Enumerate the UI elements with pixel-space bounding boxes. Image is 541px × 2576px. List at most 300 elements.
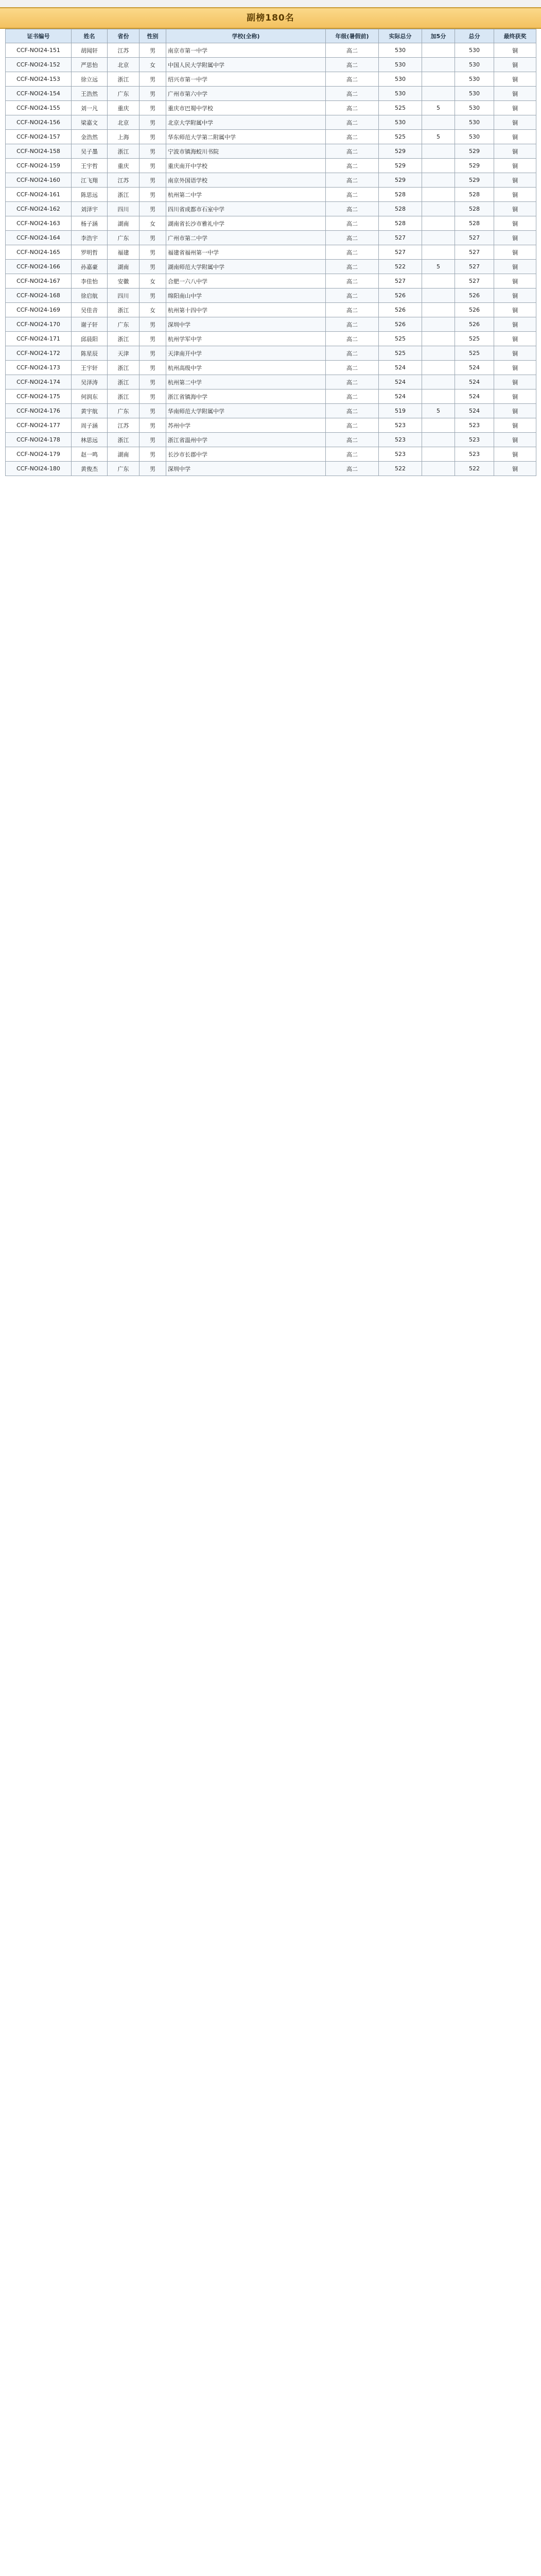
table-cell: 浙江	[108, 433, 139, 447]
table-cell: 严思怡	[72, 58, 108, 72]
table-cell: 529	[455, 173, 494, 188]
table-cell: 530	[455, 87, 494, 101]
table-cell: 525	[379, 346, 422, 361]
table-row	[6, 130, 536, 144]
table-cell: 江苏	[108, 418, 139, 433]
table-cell: 高二	[326, 173, 379, 188]
table-row	[6, 404, 536, 418]
table-cell: 铜	[494, 389, 536, 404]
table-cell: 高二	[326, 332, 379, 346]
column-header: 省份	[108, 29, 139, 43]
table-cell: 铜	[494, 87, 536, 101]
table-cell: 何润东	[72, 389, 108, 404]
table-cell: 铜	[494, 274, 536, 289]
table-cell: CCF-NOI24-159	[6, 159, 72, 173]
table-cell: CCF-NOI24-165	[6, 245, 72, 260]
table-cell: 浙江	[108, 188, 139, 202]
table-row	[6, 43, 536, 58]
table-cell: 刘泽宇	[72, 202, 108, 216]
table-cell: 525	[455, 346, 494, 361]
table-cell: 浙江	[108, 72, 139, 87]
table-cell: 528	[379, 216, 422, 231]
table-cell: CCF-NOI24-158	[6, 144, 72, 159]
banner-title: 副榜180名	[0, 7, 541, 29]
table-cell: 深圳中学	[166, 317, 326, 332]
table-cell: 周子涵	[72, 418, 108, 433]
table-cell: 523	[455, 433, 494, 447]
table-cell: 男	[139, 433, 166, 447]
table-cell: CCF-NOI24-171	[6, 332, 72, 346]
table-cell	[422, 375, 455, 389]
table-cell: 铜	[494, 216, 536, 231]
table-cell: 男	[139, 375, 166, 389]
column-header: 年级(暑假前)	[326, 29, 379, 43]
table-row	[6, 231, 536, 245]
table-cell: CCF-NOI24-154	[6, 87, 72, 101]
table-cell: 530	[379, 72, 422, 87]
table-cell: 长沙市长郡中学	[166, 447, 326, 462]
table-cell: 526	[455, 289, 494, 303]
table-cell: 浙江	[108, 144, 139, 159]
table-cell: CCF-NOI24-180	[6, 462, 72, 476]
table-cell: 522	[379, 462, 422, 476]
table-cell: 528	[455, 202, 494, 216]
table-cell: 铜	[494, 346, 536, 361]
table-cell: 524	[455, 375, 494, 389]
table-cell: 524	[379, 361, 422, 375]
table-cell: 527	[455, 260, 494, 274]
table-row	[6, 202, 536, 216]
table-row	[6, 389, 536, 404]
table-cell: 527	[379, 231, 422, 245]
table-body	[6, 43, 536, 476]
table-cell	[422, 332, 455, 346]
table-cell: 浙江	[108, 361, 139, 375]
table-cell: 铜	[494, 101, 536, 115]
table-cell: 浙江	[108, 332, 139, 346]
table-cell: 杭州学军中学	[166, 332, 326, 346]
table-cell: 黄俊杰	[72, 462, 108, 476]
table-row	[6, 462, 536, 476]
table-cell: 杭州第二中学	[166, 188, 326, 202]
table-cell: 524	[455, 361, 494, 375]
column-header: 证书编号	[6, 29, 72, 43]
table-row	[6, 188, 536, 202]
table-cell: 罗明哲	[72, 245, 108, 260]
table-row	[6, 317, 536, 332]
table-cell	[422, 173, 455, 188]
table-cell: 陈星辰	[72, 346, 108, 361]
table-cell: 浙江省镇海中学	[166, 389, 326, 404]
table-cell: 527	[379, 274, 422, 289]
table-cell: 高二	[326, 260, 379, 274]
table-cell: 铜	[494, 72, 536, 87]
table-cell: 广东	[108, 231, 139, 245]
table-cell: CCF-NOI24-172	[6, 346, 72, 361]
table-cell	[422, 462, 455, 476]
header-row	[6, 29, 536, 43]
table-cell: 铜	[494, 418, 536, 433]
table-cell: 男	[139, 101, 166, 115]
table-cell: 524	[455, 404, 494, 418]
table-cell: 524	[379, 375, 422, 389]
table-cell: 铜	[494, 260, 536, 274]
table-cell: 529	[379, 173, 422, 188]
table-row	[6, 87, 536, 101]
table-cell	[422, 43, 455, 58]
table-cell: 高二	[326, 115, 379, 130]
table-cell: 铜	[494, 332, 536, 346]
table-cell: 523	[379, 447, 422, 462]
table-cell: 526	[379, 289, 422, 303]
table-row	[6, 245, 536, 260]
table-cell: 王宇哲	[72, 159, 108, 173]
table-cell: 5	[422, 404, 455, 418]
table-cell: 铜	[494, 173, 536, 188]
table-cell: 高二	[326, 361, 379, 375]
table-cell: 526	[455, 317, 494, 332]
table-cell: 湖南	[108, 447, 139, 462]
table-cell: 525	[455, 332, 494, 346]
table-cell: 男	[139, 72, 166, 87]
table-cell: 530	[455, 43, 494, 58]
award-table	[5, 29, 536, 476]
table-cell: 杨子涵	[72, 216, 108, 231]
table-cell: 高二	[326, 188, 379, 202]
table-cell: 铜	[494, 202, 536, 216]
table-cell: 北京	[108, 58, 139, 72]
table-cell: 铜	[494, 462, 536, 476]
table-cell: 女	[139, 58, 166, 72]
table-cell: 铜	[494, 433, 536, 447]
table-cell: 浙江	[108, 389, 139, 404]
table-cell: 男	[139, 289, 166, 303]
table-cell: 四川	[108, 202, 139, 216]
table-row	[6, 332, 536, 346]
table-cell: 高二	[326, 159, 379, 173]
table-cell: 吴子墨	[72, 144, 108, 159]
table-cell: CCF-NOI24-178	[6, 433, 72, 447]
table-cell: 529	[379, 159, 422, 173]
table-cell	[422, 58, 455, 72]
table-cell: 铜	[494, 130, 536, 144]
table-cell	[422, 274, 455, 289]
table-cell: CCF-NOI24-167	[6, 274, 72, 289]
table-cell: 男	[139, 346, 166, 361]
table-cell: 男	[139, 202, 166, 216]
table-cell: 527	[455, 274, 494, 289]
table-cell: CCF-NOI24-161	[6, 188, 72, 202]
table-cell: 523	[455, 447, 494, 462]
table-cell: 徐立远	[72, 72, 108, 87]
table-cell: 广州市第二中学	[166, 231, 326, 245]
table-header	[6, 29, 536, 43]
table-cell: 5	[422, 101, 455, 115]
table-cell: 523	[455, 418, 494, 433]
table-cell: 华南师范大学附属中学	[166, 404, 326, 418]
table-cell: 5	[422, 260, 455, 274]
table-cell: CCF-NOI24-151	[6, 43, 72, 58]
table-row	[6, 144, 536, 159]
table-cell: 530	[379, 43, 422, 58]
table-row	[6, 115, 536, 130]
table-cell: CCF-NOI24-160	[6, 173, 72, 188]
table-cell	[422, 87, 455, 101]
table-cell: 女	[139, 216, 166, 231]
table-cell: 男	[139, 173, 166, 188]
table-cell: 李佳怡	[72, 274, 108, 289]
table-cell: 南京外国语学校	[166, 173, 326, 188]
table-cell: 高二	[326, 404, 379, 418]
table-cell	[422, 317, 455, 332]
table-cell: 杭州高级中学	[166, 361, 326, 375]
column-header: 姓名	[72, 29, 108, 43]
table-cell: 男	[139, 115, 166, 130]
table-cell: CCF-NOI24-177	[6, 418, 72, 433]
table-row	[6, 58, 536, 72]
table-cell: CCF-NOI24-175	[6, 389, 72, 404]
table-cell: 铜	[494, 43, 536, 58]
table-row	[6, 72, 536, 87]
table-cell: 广州市第六中学	[166, 87, 326, 101]
table-cell: CCF-NOI24-156	[6, 115, 72, 130]
table-cell: CCF-NOI24-164	[6, 231, 72, 245]
table-cell: 523	[379, 418, 422, 433]
table-cell: 浙江省温州中学	[166, 433, 326, 447]
table-cell: 528	[455, 216, 494, 231]
table-cell: 530	[455, 101, 494, 115]
table-cell: 杭州第十四中学	[166, 303, 326, 317]
table-cell: 苏州中学	[166, 418, 326, 433]
table-cell: 男	[139, 447, 166, 462]
table-cell: 530	[455, 115, 494, 130]
table-cell: 男	[139, 130, 166, 144]
table-cell	[422, 418, 455, 433]
table-cell: 杭州第二中学	[166, 375, 326, 389]
table-cell: 谢子轩	[72, 317, 108, 332]
table-cell: CCF-NOI24-152	[6, 58, 72, 72]
table-cell	[422, 245, 455, 260]
table-cell	[422, 289, 455, 303]
table-cell	[422, 303, 455, 317]
table-cell: 铜	[494, 58, 536, 72]
table-cell: 孙嘉豪	[72, 260, 108, 274]
table-cell: 525	[379, 101, 422, 115]
table-cell: CCF-NOI24-163	[6, 216, 72, 231]
table-cell: 广东	[108, 404, 139, 418]
table-cell: 高二	[326, 130, 379, 144]
table-cell: 男	[139, 144, 166, 159]
table-cell: 高二	[326, 231, 379, 245]
table-cell: 天津	[108, 346, 139, 361]
table-cell: 江苏	[108, 173, 139, 188]
table-row	[6, 433, 536, 447]
table-cell: 530	[379, 58, 422, 72]
column-header: 总分	[455, 29, 494, 43]
table-cell: 赵一鸣	[72, 447, 108, 462]
table-cell: 528	[379, 188, 422, 202]
table-cell: 陈思远	[72, 188, 108, 202]
table-cell: 湖南师范大学附属中学	[166, 260, 326, 274]
table-row	[6, 159, 536, 173]
table-cell: 高二	[326, 289, 379, 303]
table-cell: 铜	[494, 188, 536, 202]
table-row	[6, 361, 536, 375]
table-cell: 四川省成都市石室中学	[166, 202, 326, 216]
table-cell: CCF-NOI24-170	[6, 317, 72, 332]
table-cell: 高二	[326, 375, 379, 389]
table-cell: 526	[455, 303, 494, 317]
table-cell: 福建省福州第一中学	[166, 245, 326, 260]
column-header: 实际总分	[379, 29, 422, 43]
table-cell: 530	[455, 58, 494, 72]
table-cell: 王宇轩	[72, 361, 108, 375]
table-cell: 铜	[494, 404, 536, 418]
table-cell: 526	[379, 303, 422, 317]
table-cell: 522	[455, 462, 494, 476]
table-cell	[422, 159, 455, 173]
table-cell: 绍兴市第一中学	[166, 72, 326, 87]
column-header: 学校(全称)	[166, 29, 326, 43]
table-cell: 男	[139, 389, 166, 404]
table-row	[6, 447, 536, 462]
table-cell: 男	[139, 462, 166, 476]
table-cell: 男	[139, 260, 166, 274]
table-cell: 女	[139, 303, 166, 317]
table-cell: 刘一凡	[72, 101, 108, 115]
table-cell: 男	[139, 87, 166, 101]
table-cell: 男	[139, 43, 166, 58]
table-cell: 铜	[494, 231, 536, 245]
table-cell: CCF-NOI24-168	[6, 289, 72, 303]
table-cell: CCF-NOI24-173	[6, 361, 72, 375]
table-cell: 高二	[326, 418, 379, 433]
table-row	[6, 216, 536, 231]
table-cell: 女	[139, 274, 166, 289]
table-cell: 黄宇航	[72, 404, 108, 418]
table-row	[6, 289, 536, 303]
table-cell: 湖南	[108, 260, 139, 274]
table-cell: 铜	[494, 144, 536, 159]
table-cell: CCF-NOI24-155	[6, 101, 72, 115]
table-cell: 529	[455, 159, 494, 173]
table-row	[6, 274, 536, 289]
table-cell: 广东	[108, 87, 139, 101]
table-cell: 铜	[494, 303, 536, 317]
table-cell: CCF-NOI24-176	[6, 404, 72, 418]
table-cell: 重庆	[108, 159, 139, 173]
table-cell: 高二	[326, 216, 379, 231]
table-cell: 铜	[494, 317, 536, 332]
table-cell: 530	[379, 87, 422, 101]
table-cell: 高二	[326, 144, 379, 159]
table-cell: 高二	[326, 58, 379, 72]
table-cell: 男	[139, 418, 166, 433]
table-cell: 铜	[494, 447, 536, 462]
table-cell: 湖南	[108, 216, 139, 231]
table-row	[6, 101, 536, 115]
table-cell: 天津南开中学	[166, 346, 326, 361]
table-cell: 合肥一六八中学	[166, 274, 326, 289]
table-cell: 重庆市巴蜀中学校	[166, 101, 326, 115]
table-cell: 524	[455, 389, 494, 404]
table-cell: 林思远	[72, 433, 108, 447]
table-cell: 浙江	[108, 303, 139, 317]
table-cell: 522	[379, 260, 422, 274]
table-row	[6, 303, 536, 317]
table-cell: 529	[455, 144, 494, 159]
table-cell	[422, 115, 455, 130]
table-cell: 高二	[326, 462, 379, 476]
table-cell: 福建	[108, 245, 139, 260]
table-cell	[422, 144, 455, 159]
table-cell: 北京	[108, 115, 139, 130]
table-cell: 湖南省长沙市雅礼中学	[166, 216, 326, 231]
table-cell: 高二	[326, 43, 379, 58]
table-cell: 江飞翔	[72, 173, 108, 188]
table-cell: 高二	[326, 202, 379, 216]
table-cell: 北京大学附属中学	[166, 115, 326, 130]
table-cell: 男	[139, 361, 166, 375]
table-cell: 5	[422, 130, 455, 144]
table-cell: 530	[455, 72, 494, 87]
table-cell: 铜	[494, 361, 536, 375]
table-cell: 华东师范大学第二附属中学	[166, 130, 326, 144]
table-cell: 王浩然	[72, 87, 108, 101]
table-cell: 男	[139, 404, 166, 418]
table-cell: 男	[139, 332, 166, 346]
table-cell: 526	[379, 317, 422, 332]
column-header: 最终获奖	[494, 29, 536, 43]
table-cell: 李浩宇	[72, 231, 108, 245]
table-cell: 铜	[494, 115, 536, 130]
table-cell: 530	[379, 115, 422, 130]
column-header: 性别	[139, 29, 166, 43]
table-cell: CCF-NOI24-169	[6, 303, 72, 317]
table-cell: 高二	[326, 101, 379, 115]
table-cell: 安徽	[108, 274, 139, 289]
table-cell	[422, 202, 455, 216]
table-row	[6, 260, 536, 274]
table-cell: 铜	[494, 159, 536, 173]
table-cell: 重庆	[108, 101, 139, 115]
table-cell: 广东	[108, 462, 139, 476]
table-cell: 浙江	[108, 375, 139, 389]
table-cell: 519	[379, 404, 422, 418]
table-cell: 高二	[326, 447, 379, 462]
table-cell: 524	[379, 389, 422, 404]
table-cell: 523	[379, 433, 422, 447]
table-cell: 上海	[108, 130, 139, 144]
table-cell: 胡闻轩	[72, 43, 108, 58]
table-cell	[422, 346, 455, 361]
table-cell: 527	[379, 245, 422, 260]
table-cell: 525	[379, 332, 422, 346]
table-row	[6, 346, 536, 361]
table-cell	[422, 389, 455, 404]
table-cell: 高二	[326, 389, 379, 404]
table-cell: 中国人民大学附属中学	[166, 58, 326, 72]
table-cell: 高二	[326, 245, 379, 260]
table-cell	[422, 433, 455, 447]
table-cell: 男	[139, 317, 166, 332]
table-cell: 男	[139, 231, 166, 245]
table-cell: 高二	[326, 274, 379, 289]
table-cell: 528	[379, 202, 422, 216]
table-cell	[422, 361, 455, 375]
table-row	[6, 418, 536, 433]
table-cell: 530	[455, 130, 494, 144]
